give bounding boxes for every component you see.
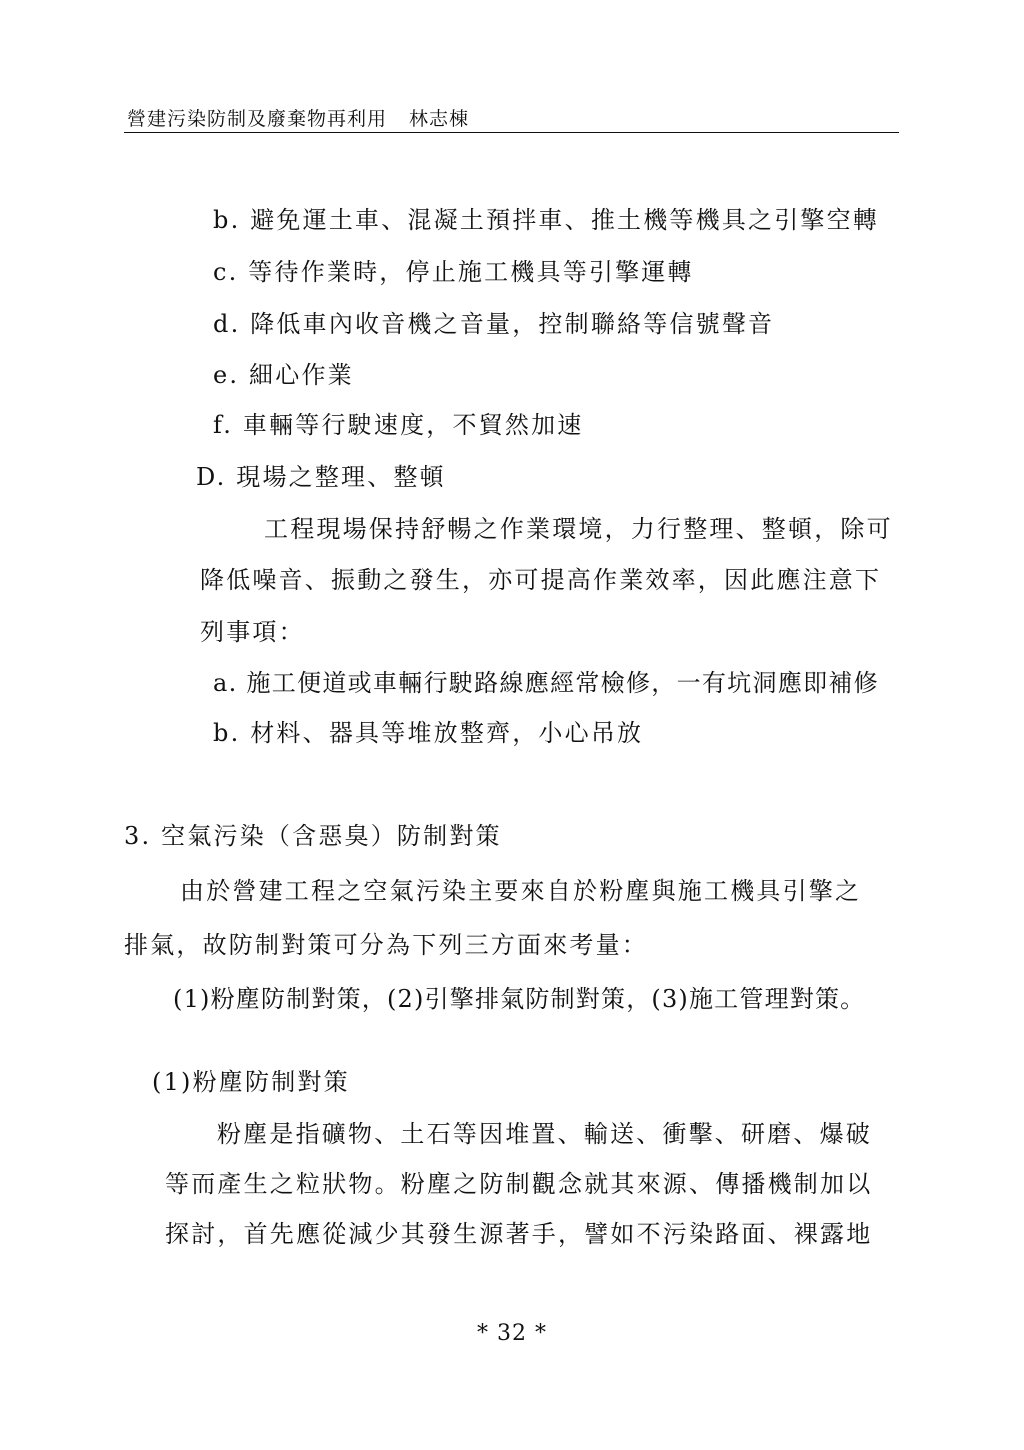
- list-item-d: d. 降低車內收音機之音量，控制聯絡等信號聲音: [213, 310, 775, 338]
- section-3-para-line: 由於營建工程之空氣污染主要來自於粉塵與施工機具引擎之: [180, 877, 862, 905]
- header-title: 營建污染防制及廢棄物再利用: [127, 108, 388, 130]
- section-d-heading: D. 現場之整理、整頓: [196, 463, 446, 491]
- section-d-item-a: a. 施工便道或車輛行駛路線應經常檢修，一有坑洞應即補修: [213, 669, 879, 697]
- list-item-f: f. 車輛等行駛速度，不貿然加速: [213, 411, 584, 439]
- section-d-item-b: b. 材料、器具等堆放整齊，小心吊放: [213, 719, 644, 747]
- section-3-para-line: 排氣，故防制對策可分為下列三方面來考量：: [124, 931, 648, 959]
- subsection-1-para-line: 粉塵是指礦物、土石等因堆置、輸送、衝擊、研磨、爆破: [217, 1120, 872, 1148]
- section-d-para-line: 降低噪音、振動之發生，亦可提高作業效率，因此應注意下: [200, 566, 882, 594]
- list-item-e: e. 細心作業: [213, 361, 354, 389]
- header-rule: [124, 132, 899, 133]
- page-number: * 32 *: [477, 1321, 547, 1346]
- list-item-b: b. 避免運土車、混凝土預拌車、推土機等機具之引擎空轉: [213, 206, 880, 234]
- header-author: 林志棟: [409, 108, 470, 130]
- page-header: [127, 104, 887, 131]
- section-3-heading: 3. 空氣污染（含惡臭）防制對策: [124, 822, 502, 850]
- list-item-c: c. 等待作業時，停止施工機具等引擎運轉: [213, 258, 694, 286]
- section-d-para-line: 列事項：: [200, 618, 305, 646]
- subsection-1-para-line: 探討，首先應從減少其發生源著手，譬如不污染路面、裸露地: [165, 1220, 873, 1248]
- section-d-para-line: 工程現場保持舒暢之作業環境，力行整理、整頓，除可: [264, 515, 893, 543]
- subsection-1-para-line: 等而產生之粒狀物。粉塵之防制觀念就其來源、傳播機制加以: [165, 1170, 873, 1198]
- section-3-para-line: (1)粉塵防制對策，(2)引擎排氣防制對策，(3)施工管理對策。: [173, 985, 866, 1013]
- subsection-1-heading: (1)粉塵防制對策: [152, 1068, 350, 1096]
